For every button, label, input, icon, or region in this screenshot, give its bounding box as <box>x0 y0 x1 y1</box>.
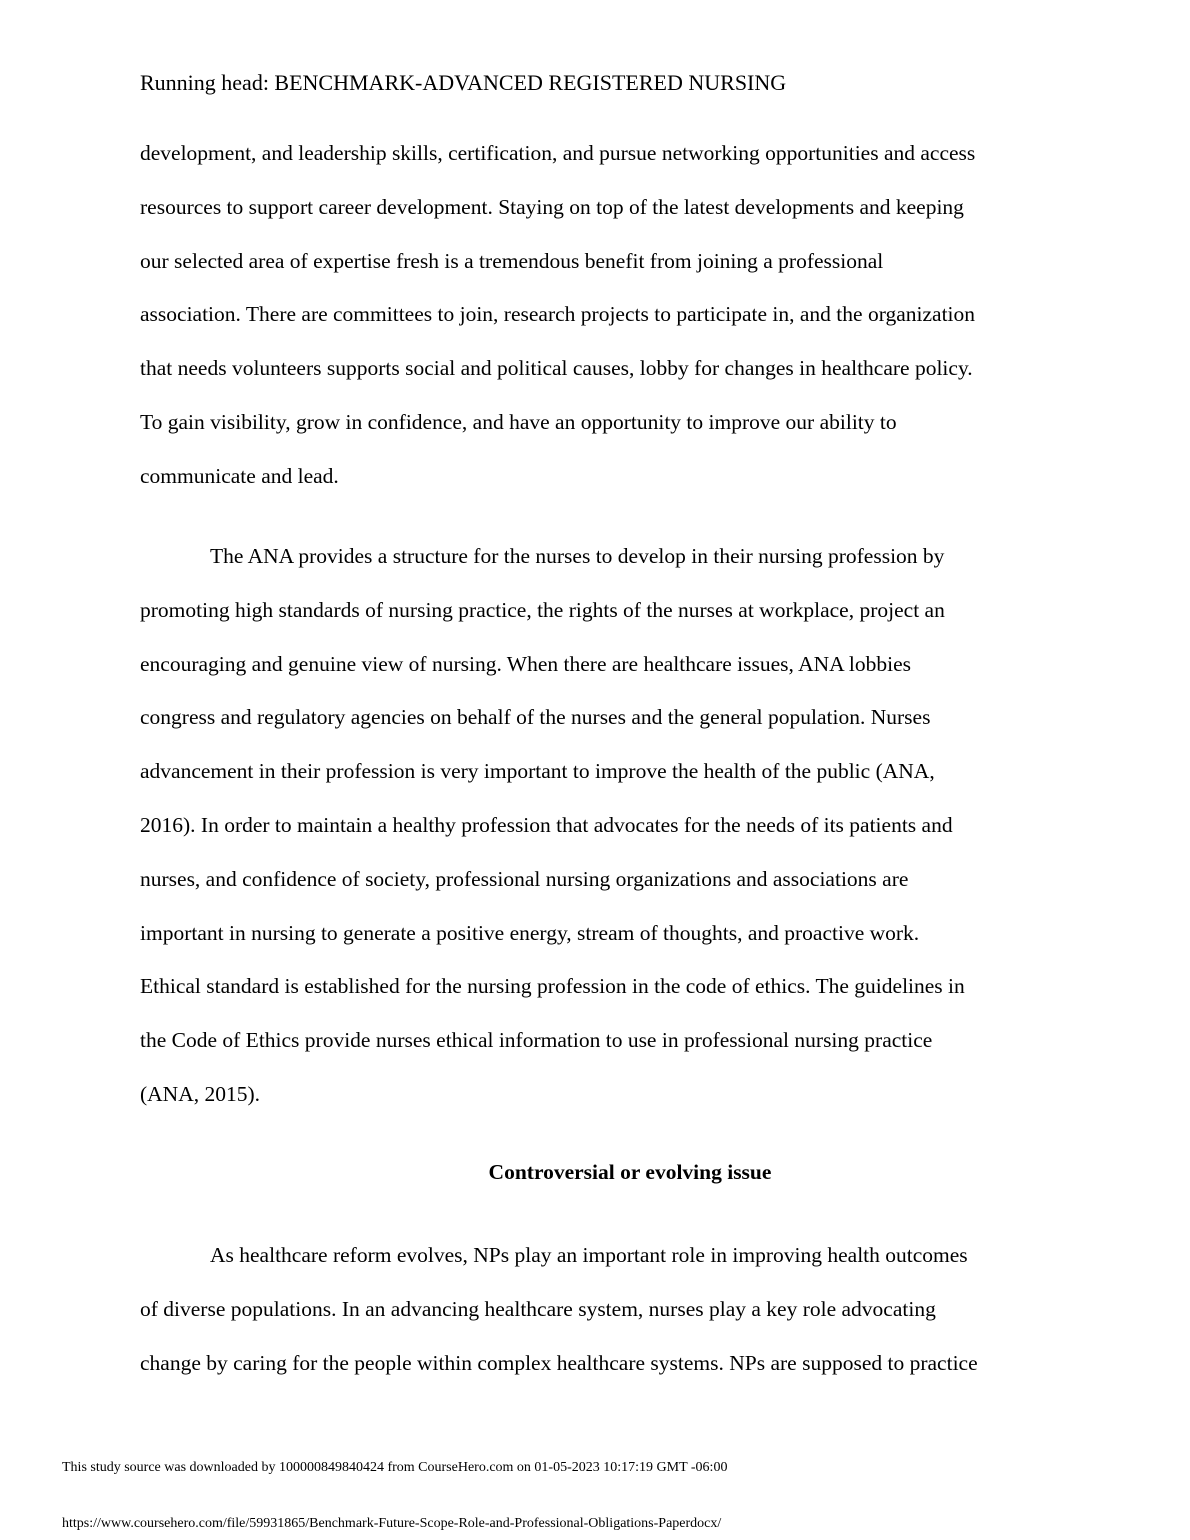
text-line: that needs volunteers supports social and political causes, lobby for changes in healthcare policy. <box>140 356 973 381</box>
text-line: the Code of Ethics provide nurses ethical information to use in professional nursing practice <box>140 1028 933 1053</box>
text-line: important in nursing to generate a positive energy, stream of thoughts, and proactive work. <box>140 920 920 945</box>
text-line: As healthcare reform evolves, NPs play an important role in improving health outcomes <box>210 1243 968 1267</box>
footer-source-note: This study source was downloaded by 100000849840424 from CourseHero.com on 01-05-2023 10:17:19 GMT -06:00 <box>62 1460 728 1475</box>
text-line: change by caring for the people within complex healthcare systems. NPs are supposed to practice <box>140 1350 978 1375</box>
text-line: promoting high standards of nursing practice, the rights of the nurses at workplace, project an <box>140 597 945 622</box>
text-line: development, and leadership skills, certification, and pursue networking opportunities and access <box>140 141 976 165</box>
paragraph-1 <box>140 127 975 504</box>
text-line: encouraging and genuine view of nursing. When there are healthcare issues, ANA lobbies <box>140 651 911 676</box>
paragraph-3 <box>140 1229 978 1390</box>
text-line: congress and regulatory agencies on behalf of the nurses and the general population. Nurses <box>140 705 931 730</box>
text-line: association. There are committees to join, research projects to participate in, and the organization <box>140 302 976 327</box>
section-heading: Controversial or evolving issue <box>488 1160 772 1184</box>
text-line: Ethical standard is established for the nursing profession in the code of ethics. The guidelines in <box>140 974 965 999</box>
text-line: 2016). In order to maintain a healthy profession that advocates for the needs of its patients and <box>140 812 953 837</box>
text-line: our selected area of expertise fresh is a tremendous benefit from joining a professional <box>140 248 884 273</box>
text-line: To gain visibility, grow in confidence, and have an opportunity to improve our ability to <box>140 409 897 434</box>
text-line: resources to support career development. Staying on top of the latest developments and keeping <box>140 194 964 219</box>
text-line: nurses, and confidence of society, professional nursing organizations and associations are <box>140 866 909 891</box>
text-line: of diverse populations. In an advancing healthcare system, nurses play a key role advocating <box>140 1296 936 1321</box>
paragraph-2 <box>140 530 965 1122</box>
text-line: advancement in their profession is very important to improve the health of the public (ANA, <box>140 759 935 784</box>
text-line: The ANA provides a structure for the nurses to develop in their nursing profession by <box>210 544 945 568</box>
text-line: (ANA, 2015). <box>140 1081 261 1106</box>
footer-url: https://www.coursehero.com/file/59931865/Benchmark-Future-Scope-Role-and-Professional-Obligations-Paperdocx/ <box>62 1516 722 1531</box>
text-line: communicate and lead. <box>140 463 339 488</box>
running-head: Running head: BENCHMARK-ADVANCED REGISTERED NURSING <box>140 70 787 95</box>
